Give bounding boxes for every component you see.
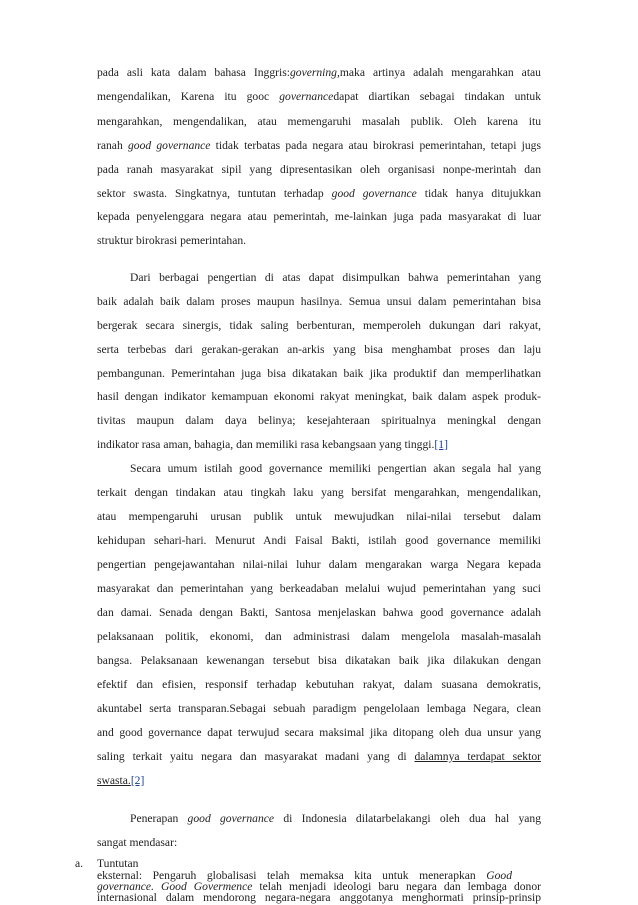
- text-line: masyarakat dan pemerintahan yang berkeadaban melalui wujud pemerintahan yang suci: [97, 582, 541, 595]
- footnote-link-1[interactable]: [1]: [434, 438, 448, 451]
- italic-term: governance: [279, 90, 334, 103]
- text-line: Dari berbagai pengertian di atas dapat disimpulkan bahwa pemerintahan yang: [130, 271, 541, 284]
- italic-term: governance.: [97, 880, 154, 893]
- text-line: baik adalah baik dalam proses maupun hasilnya. Semua unsui dalam pemerintahan bisa: [97, 295, 541, 308]
- text-segment: Penerapan: [130, 812, 188, 825]
- text-segment: saling terkait yaitu negara dan masyarakat madani yang di: [97, 750, 415, 763]
- italic-term: good governance: [331, 187, 417, 200]
- text-segment: di Indonesia dilatarbelakangi oleh dua hal yang: [274, 812, 541, 825]
- text-segment: pada asli kata dalam bahasa Inggris:: [97, 66, 290, 79]
- text-segment: indikator rasa aman, bahagia, dan memiliki rasa kebangsaan yang tinggi.: [97, 438, 435, 451]
- text-segment: mengendalikan, Karena itu gooc: [97, 90, 280, 103]
- text-line: pelaksanaan politik, ekonomi, dan administrasi dalam mengelola masalah-masalah: [97, 630, 541, 643]
- text-segment: tidak hanya ditujukkan: [416, 187, 541, 200]
- text-line: efektif dan efisien, responsif terhadap kebutuhan rakyat, dalam suasana demokratis,: [97, 678, 541, 691]
- underlined-text: swasta.: [97, 774, 131, 787]
- text-line: [97, 774, 541, 788]
- italic-term: governing,: [289, 66, 340, 79]
- text-line: kepada penyelenggara negara atau pemerintah, me-lainkan juga pada masyarakat di luar: [97, 210, 541, 223]
- text-line: sangat mendasar:: [97, 836, 178, 849]
- text-segment: ranah: [97, 139, 128, 152]
- text-line: pada ranah masyarakat sipil yang dipresentasikan oleh organisasi nonpe-merintah dan: [97, 163, 541, 176]
- text-segment: sektor swasta. Singkatnya, tuntutan terhadap: [97, 187, 332, 200]
- text-line: [97, 90, 541, 104]
- text-segment: dapat diartikan sebagai tindakan untuk: [333, 90, 541, 103]
- text-line: atau mempengaruhi urusan publik untuk mewujudkan nilai-nilai tersebut dalam: [97, 510, 541, 523]
- footnote-link-2[interactable]: [2]: [130, 774, 145, 787]
- italic-term: Good Govermence: [153, 880, 253, 893]
- text-line: [97, 750, 541, 764]
- list-marker: a.: [75, 857, 84, 870]
- text-segment: telah menjadi ideologi baru negara dan lembaga donor: [252, 880, 541, 893]
- text-line: struktur birokrasi pemerintahan.: [97, 234, 247, 247]
- text-line: kehidupan sehari-hari. Menurut Andi Faisal Bakti, istilah good governance memiliki: [97, 534, 541, 547]
- text-line: bangsa. Pelaksanaan kewenangan tersebut bisa dikatakan baik jika dilakukan dengan: [97, 654, 541, 667]
- italic-term: Good: [486, 869, 512, 882]
- text-line: terkait dengan tindakan atau tingkah laku yang bersifat mengarahkan, mengendalikan,: [97, 486, 541, 499]
- text-line: mengarahkan, mengendalikan, atau memengaruhi masalah publik. Oleh karena itu: [97, 115, 541, 128]
- text-line: [130, 812, 541, 826]
- text-line: [97, 187, 541, 201]
- text-line: akuntabel serta transparan.Sebagai sebuah paradigm pengelolaan lembaga Negara, clean: [97, 702, 541, 715]
- text-line: bergerak secara sinergis, tidak saling berbenturan, memperoleh dukungan dari rakyat,: [97, 319, 541, 332]
- text-line: dan damai. Senada dengan Bakti, Santosa menjelaskan bahwa good governance adalah: [97, 606, 541, 619]
- text-line: [97, 66, 541, 80]
- text-line: [97, 438, 541, 452]
- text-line: hasil dengan indikator kemampuan ekonomi rakyat meningkat, baik dalam aspek produk-: [97, 390, 541, 403]
- text-line: tivitas maupun dalam daya belinya; kesejahteraan spiritualnya meningkal dengan: [97, 414, 541, 427]
- text-segment: tidak terbatas pada negara atau birokrasi pemerintahan, tetapi jugs: [210, 139, 541, 152]
- text-line: [97, 139, 541, 153]
- text-line: pengertian pengejawantahan nilai-nilai luhur dalam mengarakan warga Negara kepada: [97, 558, 541, 571]
- italic-term: good governance: [187, 812, 275, 825]
- text-segment: eksternal: Pengaruh globalisasi telah memaksa kita untuk menerapkan: [97, 869, 487, 882]
- text-line: Secara umum istilah good governance memiliki pengertian akan segala hal yang: [130, 462, 541, 475]
- text-line: serta terbebas dari gerakan-gerakan an-arkis yang bisa menghambat proses dan laju: [97, 343, 541, 356]
- list-item-title: Tuntutan: [97, 857, 139, 870]
- text-line: and good governance dapat terwujud secara maksimal jika ditopang oleh dua unsur yang: [97, 726, 541, 739]
- italic-term: good governance: [127, 139, 211, 152]
- text-segment: maka artinya adalah mengarahkan atau: [339, 66, 541, 79]
- text-line: internasional dalam mendorong negara-negara anggotanya menghormati prinsip-prinsip: [97, 891, 541, 904]
- underlined-text: dalamnya terdapat sektor: [414, 750, 541, 763]
- text-line: pembangunan. Pemerintahan juga bisa dikatakan baik jika produktif dan memperlihatkan: [97, 367, 541, 380]
